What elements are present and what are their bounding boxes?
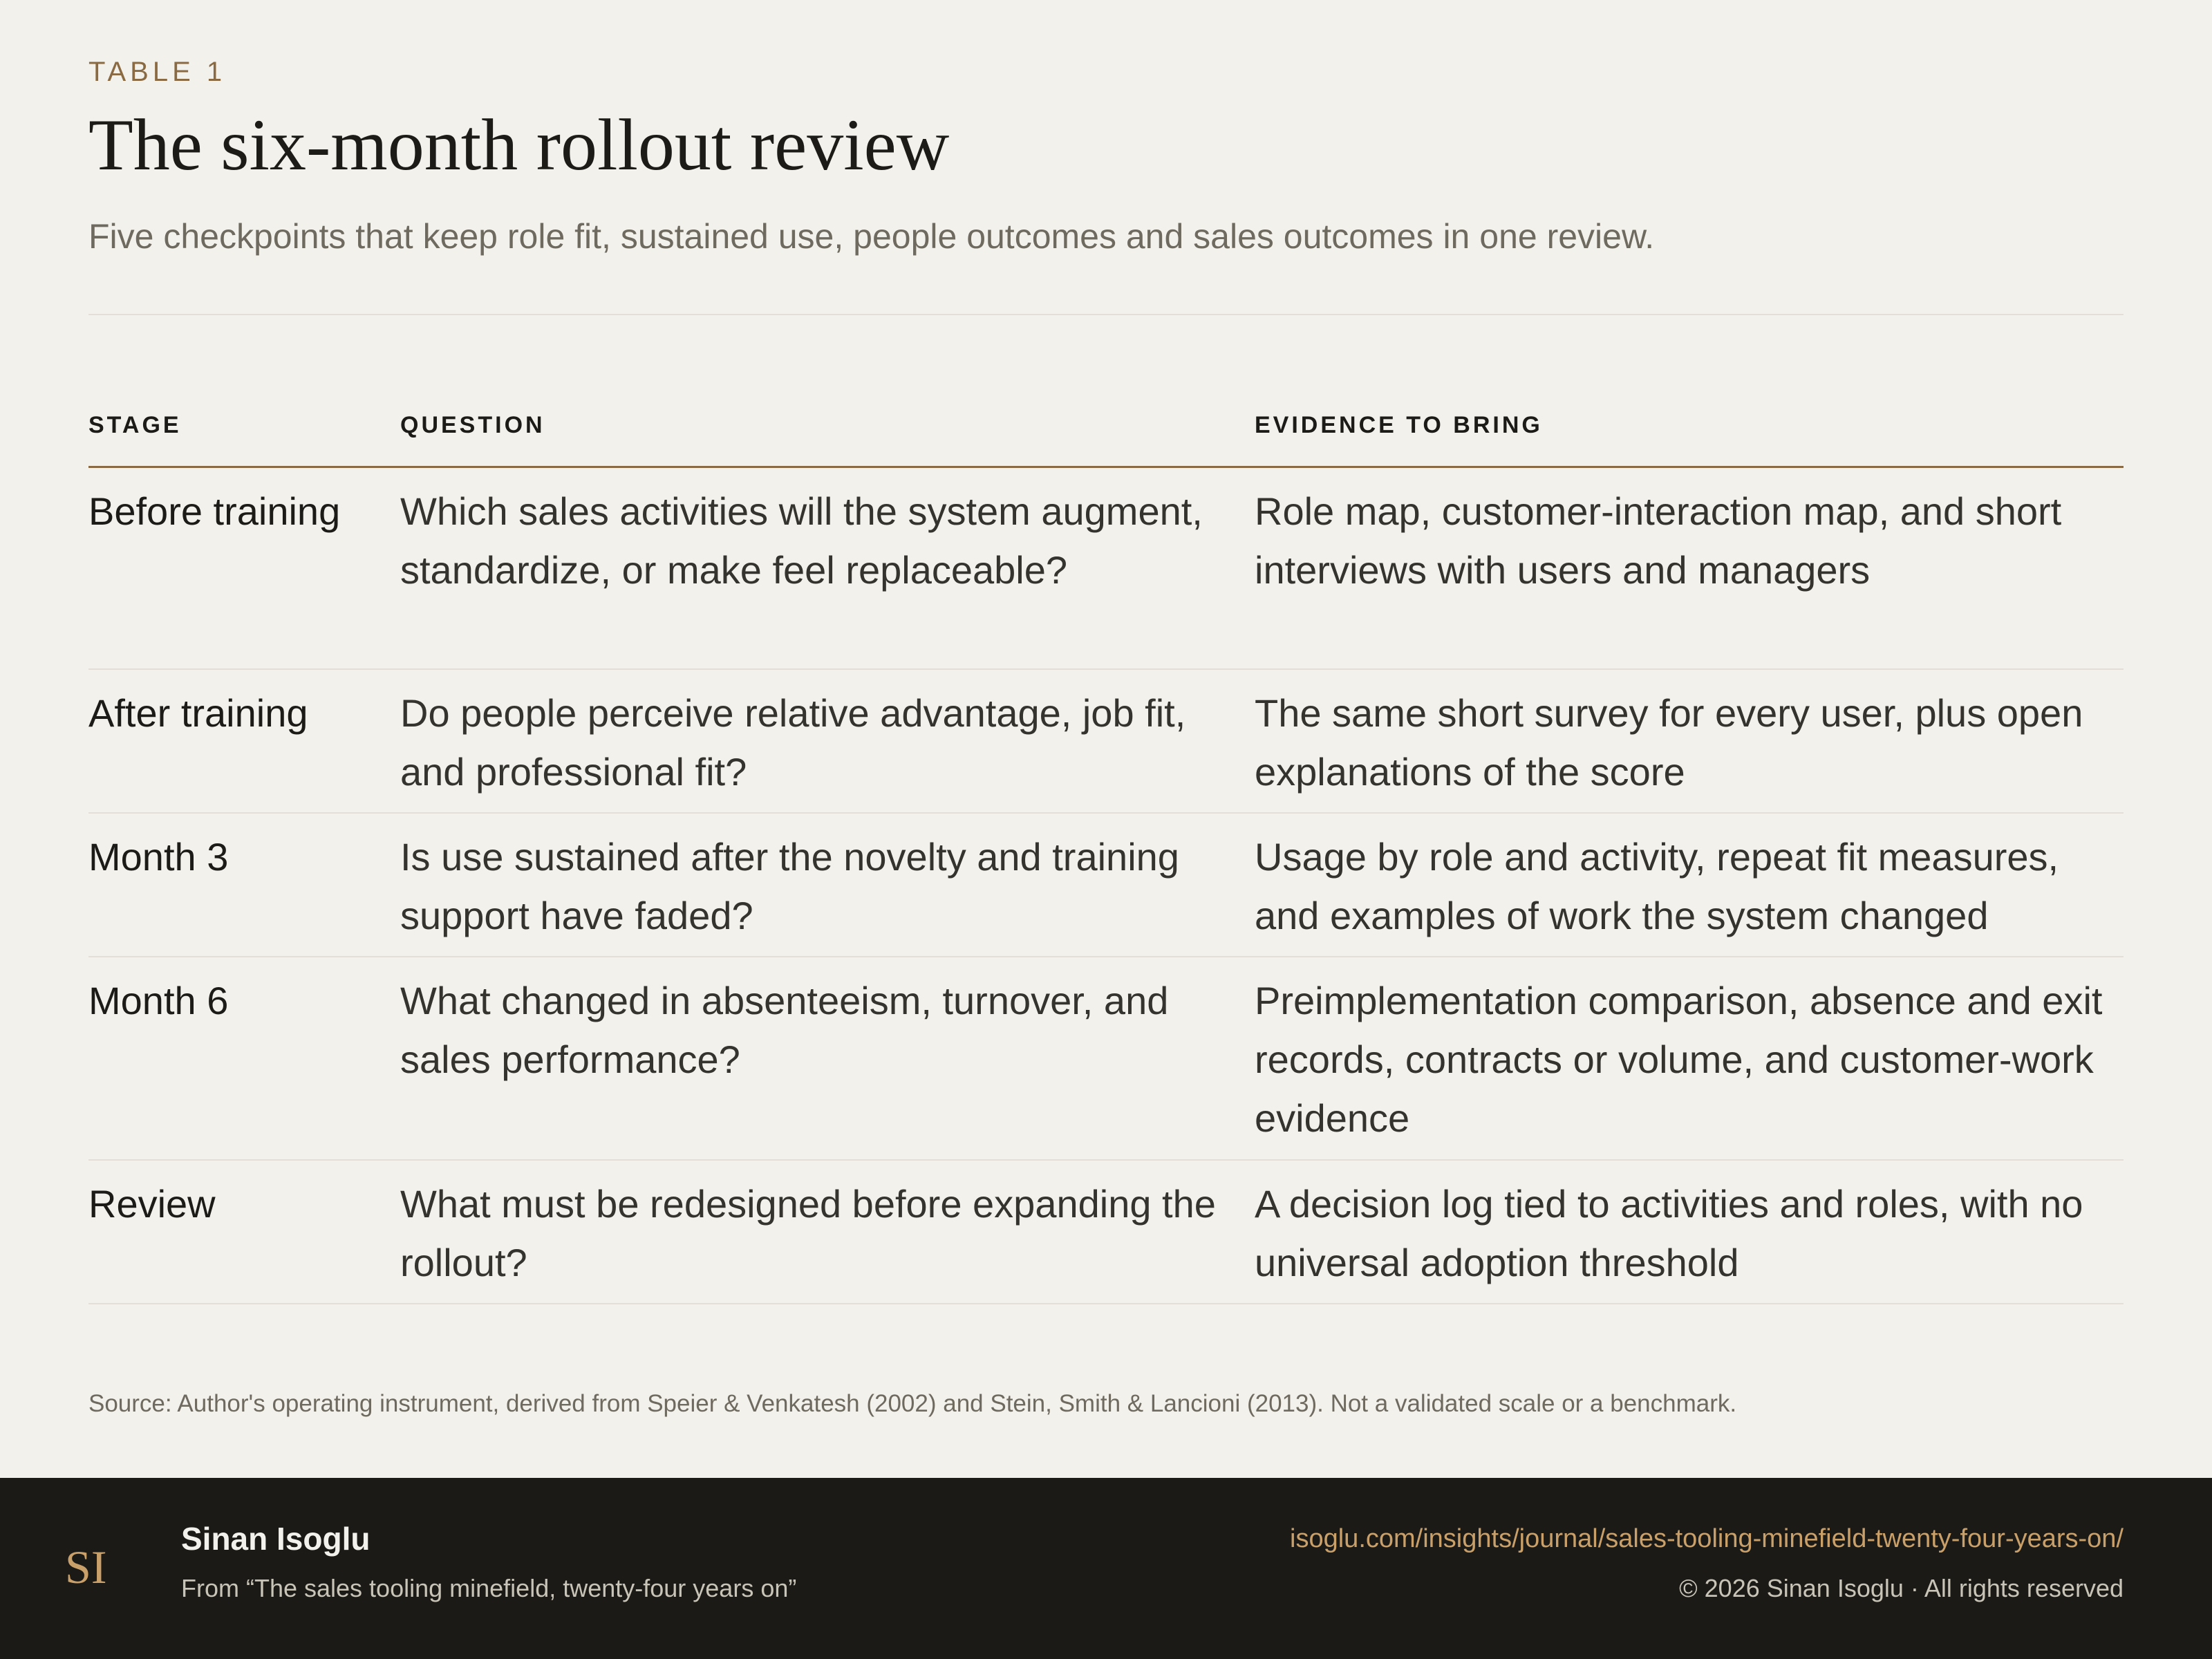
- question-cell: Is use sustained after the novelty and training support have faded?: [400, 835, 1179, 937]
- question-cell: What changed in absenteeism, turnover, and sales performance?: [400, 979, 1169, 1081]
- stage-cell: Before training: [88, 489, 341, 533]
- evidence-cell: Preimplementation comparison, absence and exit records, contracts or volume, and customer-work evidence: [1255, 979, 2103, 1140]
- stage-cell: Month 6: [88, 979, 229, 1022]
- page-subtitle: Five checkpoints that keep role fit, sustained use, people outcomes and sales outcomes in one review.: [88, 217, 1655, 256]
- logo-letters: SI: [65, 1541, 107, 1593]
- column-header-evidence: EVIDENCE TO BRING: [1255, 412, 1543, 438]
- monogram-logo-icon: [64, 1535, 119, 1601]
- header-divider: [88, 314, 2124, 315]
- evidence-cell: Usage by role and activity, repeat fit measures, and examples of work the system changed: [1255, 835, 2059, 937]
- author-name: Sinan Isoglu: [181, 1521, 371, 1557]
- question-cell: What must be redesigned before expanding the rollout?: [400, 1182, 1216, 1284]
- page-title: The six-month rollout review: [88, 104, 950, 185]
- article-link[interactable]: isoglu.com/insights/journal/sales-tooling-minefield-twenty-four-years-on/: [1290, 1524, 2124, 1553]
- evidence-cell: Role map, customer-interaction map, and short interviews with users and managers: [1255, 489, 2062, 592]
- table-header: [88, 408, 2124, 468]
- footer: [0, 1478, 2212, 1659]
- column-header-question: QUESTION: [400, 412, 545, 438]
- question-cell: Which sales activities will the system augment, standardize, or make feel replaceable?: [400, 489, 1203, 592]
- table-row: [88, 814, 2124, 957]
- stage-cell: Review: [88, 1182, 216, 1226]
- table-row: [88, 1161, 2124, 1304]
- column-header-stage: STAGE: [88, 412, 182, 438]
- evidence-cell: A decision log tied to activities and roles, with no universal adoption threshold: [1255, 1182, 2083, 1284]
- table-row: [88, 957, 2124, 1161]
- rollout-table: [88, 408, 2124, 1304]
- table-row: [88, 670, 2124, 814]
- article-source: From “The sales tooling minefield, twenty-four years on”: [181, 1574, 797, 1602]
- evidence-cell: The same short survey for every user, plus open explanations of the score: [1255, 691, 2083, 794]
- question-cell: Do people perceive relative advantage, job fit, and professional fit?: [400, 691, 1186, 794]
- stage-cell: After training: [88, 691, 308, 735]
- copyright-notice: © 2026 Sinan Isoglu · All rights reserved: [1679, 1574, 2124, 1602]
- table-row: [88, 468, 2124, 670]
- table-eyebrow: TABLE 1: [88, 57, 227, 87]
- stage-cell: Month 3: [88, 835, 229, 879]
- source-note: Source: Author's operating instrument, derived from Speier & Venkatesh (2002) and Stein, Smith & Lancioni (2013). Not a validated scale or a benchmark.: [88, 1390, 1737, 1417]
